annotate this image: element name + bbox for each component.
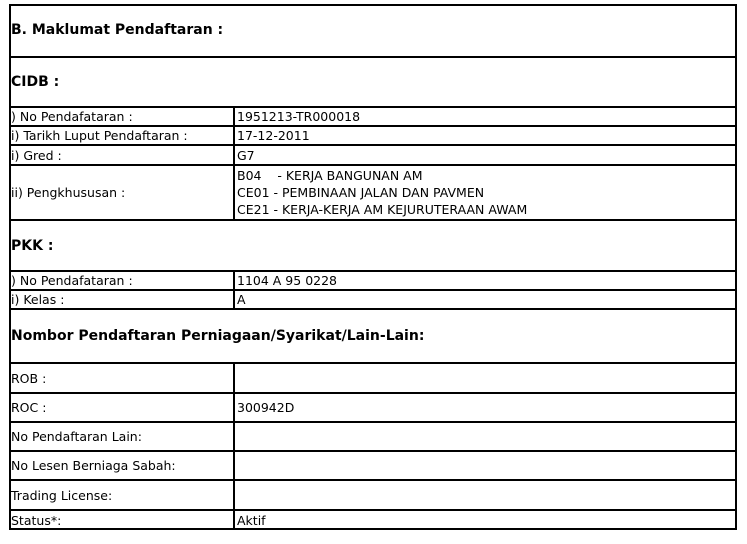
business-registration-header [9,310,737,364]
cidb-registration-no-label: ) No Pendafataran : [9,108,235,125]
cidb-specialization-value [235,166,737,219]
section-b-title: B. Maklumat Pendaftaran : [11,22,224,38]
specialization-line-b04: B04 - KERJA BANGUNAN AM [237,168,423,183]
trading-license-label: Trading License: [9,481,235,509]
business-row-sabah-license [9,452,737,481]
status-value: Aktif [237,513,266,528]
cidb-expiry-date-label: i) Tarikh Luput Pendaftaran : [9,127,235,144]
specialization-line-ce01: CE01 - PEMBINAAN JALAN DAN PAVMEN [237,185,485,200]
business-row-status [9,511,737,530]
pkk-registration-no-label: ) No Pendafataran : [9,272,235,289]
other-registration-label: No Pendaftaran Lain: [9,423,235,450]
pkk-row-class [9,291,737,310]
business-row-roc [9,394,737,423]
pkk-row-registration-no [9,272,737,291]
cidb-specialization-label: ii) Pengkhususan : [9,166,235,219]
roc-value: 300942D [237,400,295,415]
cidb-row-registration-no [9,108,737,127]
sabah-license-label: No Lesen Berniaga Sabah: [9,452,235,479]
cidb-grade-value: G7 [237,147,255,163]
cidb-expiry-date-value: 17-12-2011 [237,128,310,143]
business-row-trading-license [9,481,737,511]
trading-license-value [235,481,737,509]
cidb-row-grade [9,146,737,166]
business-registration-title: Nombor Pendaftaran Perniagaan/Syarikat/Lain-Lain: [11,328,425,344]
business-row-other-registration [9,423,737,452]
cidb-row-expiry-date [9,127,737,146]
rob-value [235,364,737,392]
rob-label: ROB : [9,364,235,392]
pkk-class-label: i) Kelas : [9,291,235,308]
roc-label: ROC : [9,394,235,421]
specialization-line-ce21: CE21 - KERJA-KERJA AM KEJURUTERAAN AWAM [237,202,528,217]
pkk-class-value: A [237,292,246,307]
cidb-title: CIDB : [11,74,60,90]
other-registration-value [235,423,737,450]
cidb-row-specialization [9,166,737,221]
pkk-header [9,221,737,272]
sabah-license-value [235,452,737,479]
business-row-rob [9,364,737,394]
status-label: Status*: [9,511,235,530]
pkk-title: PKK : [11,237,54,254]
cidb-grade-label: i) Gred : [9,146,235,164]
pkk-registration-no-value: 1104 A 95 0228 [237,273,337,288]
section-b-header [9,4,737,58]
cidb-header [9,58,737,108]
cidb-registration-no-value: 1951213-TR000018 [237,109,361,124]
